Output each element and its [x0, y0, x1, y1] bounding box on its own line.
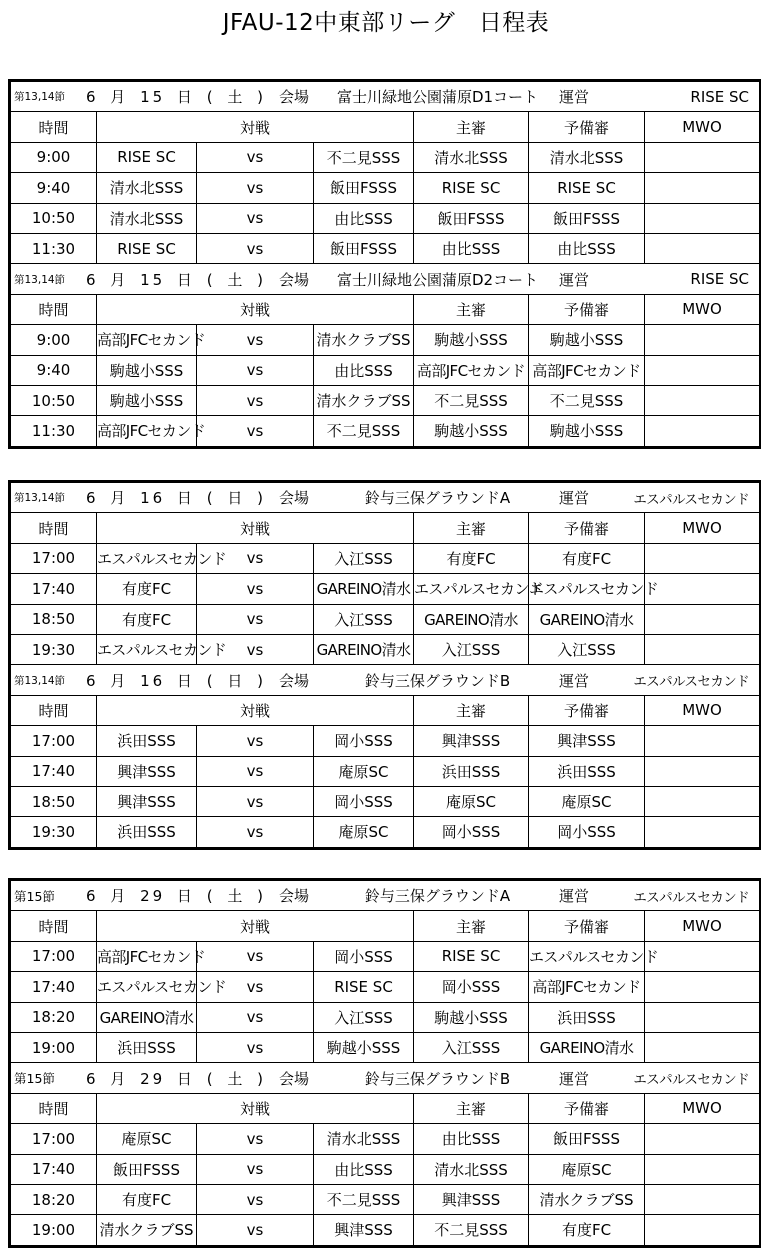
venue-name: 富士川緑地公園蒲原D1コート [336, 88, 539, 107]
mwo-cell [645, 325, 760, 355]
table-row [11, 1154, 760, 1184]
column-header-row [11, 513, 760, 543]
header-reserve: 予備審 [529, 695, 645, 725]
referee-team: 由比SSS [414, 1124, 529, 1154]
header-mwo: MWO [645, 1093, 760, 1123]
block-header-cell [11, 665, 760, 695]
reserve-referee-team: 岡小SSS [529, 817, 645, 847]
table-row [11, 385, 760, 415]
home-team: 有度FC [97, 604, 197, 634]
match-time: 9:00 [11, 142, 97, 172]
home-team: 清水北SSS [97, 173, 197, 203]
header-mwo: MWO [645, 294, 760, 324]
home-team: 浜田SSS [97, 1032, 197, 1062]
operator-name: RISE SC [690, 270, 749, 289]
header-mwo: MWO [645, 513, 760, 543]
mwo-cell [645, 233, 760, 263]
vs-label: vs [197, 1002, 314, 1032]
reserve-referee-team: エスパルスセカンド [529, 941, 645, 971]
venue-label: 会場 [278, 270, 309, 289]
reserve-referee-team: GAREINO清水 [529, 1032, 645, 1062]
venue-name: 鈴与三保グラウンドB [364, 671, 511, 690]
operator-name: エスパルスセカンド [633, 674, 750, 691]
header-mwo: MWO [645, 911, 760, 941]
home-team: 高部JFCセカンド [97, 325, 197, 355]
home-team: 興津SSS [97, 756, 197, 786]
referee-team: 入江SSS [414, 1032, 529, 1062]
block-header [11, 483, 759, 512]
header-mwo: MWO [645, 112, 760, 142]
reserve-referee-team: 浜田SSS [529, 756, 645, 786]
table-row [11, 1032, 760, 1062]
venue-label: 会場 [278, 1069, 309, 1088]
referee-team: 入江SSS [414, 634, 529, 664]
operator-label: 運営 [559, 88, 590, 107]
home-team: 興津SSS [97, 786, 197, 816]
header-reserve: 予備審 [529, 112, 645, 142]
match-time: 17:40 [11, 756, 97, 786]
reserve-referee-team: 由比SSS [529, 233, 645, 263]
referee-team: 不二見SSS [414, 1215, 529, 1245]
block-header-row [11, 82, 760, 112]
referee-team: 高部JFCセカンド [414, 355, 529, 385]
away-team: 清水クラブSS [314, 385, 414, 415]
table-row [11, 574, 760, 604]
operator-name: エスパルスセカンド [633, 889, 750, 906]
away-team: 駒越小SSS [314, 1032, 414, 1062]
match-time: 10:50 [11, 385, 97, 415]
header-reserve: 予備審 [529, 513, 645, 543]
mwo-cell [645, 142, 760, 172]
mwo-cell [645, 726, 760, 756]
referee-team: 清水北SSS [414, 142, 529, 172]
mwo-cell [645, 941, 760, 971]
table-row [11, 1215, 760, 1245]
schedule-block [11, 483, 760, 665]
reserve-referee-team: 不二見SSS [529, 385, 645, 415]
column-header-row [11, 911, 760, 941]
venue-name: 鈴与三保グラウンドA [364, 887, 511, 906]
vs-label: vs [197, 203, 314, 233]
mwo-cell [645, 574, 760, 604]
reserve-referee-team: RISE SC [529, 173, 645, 203]
match-time: 18:20 [11, 1002, 97, 1032]
header-match: 対戦 [97, 513, 414, 543]
header-referee: 主審 [414, 112, 529, 142]
away-team: 由比SSS [314, 1154, 414, 1184]
table-row [11, 1124, 760, 1154]
table-row [11, 786, 760, 816]
away-team: 入江SSS [314, 604, 414, 634]
column-header-row [11, 1093, 760, 1123]
vs-label: vs [197, 634, 314, 664]
match-time: 17:00 [11, 941, 97, 971]
vs-label: vs [197, 233, 314, 263]
referee-team: 駒越小SSS [414, 416, 529, 446]
home-team: 清水北SSS [97, 203, 197, 233]
match-time: 11:30 [11, 416, 97, 446]
vs-label: vs [197, 817, 314, 847]
home-team: 清水クラブSS [97, 1215, 197, 1245]
header-match: 対戦 [97, 695, 414, 725]
reserve-referee-team: 駒越小SSS [529, 325, 645, 355]
vs-label: vs [197, 941, 314, 971]
header-time: 時間 [11, 911, 97, 941]
vs-label: vs [197, 1154, 314, 1184]
round-label: 第13,14節 [14, 91, 66, 104]
match-time: 17:00 [11, 1124, 97, 1154]
match-time: 17:00 [11, 543, 97, 573]
operator-label: 運営 [559, 489, 590, 508]
away-team: 入江SSS [314, 543, 414, 573]
mwo-cell [645, 173, 760, 203]
venue-name: 富士川緑地公園蒲原D2コート [336, 270, 539, 289]
vs-label: vs [197, 1124, 314, 1154]
vs-label: vs [197, 604, 314, 634]
header-time: 時間 [11, 695, 97, 725]
vs-label: vs [197, 142, 314, 172]
away-team: 不二見SSS [314, 1184, 414, 1214]
venue-label: 会場 [278, 887, 309, 906]
schedule-table [10, 880, 760, 1246]
table-row [11, 543, 760, 573]
home-team: 高部JFCセカンド [97, 416, 197, 446]
schedule-group-june-29 [8, 878, 761, 1248]
match-time: 18:50 [11, 604, 97, 634]
home-team: 有度FC [97, 1184, 197, 1214]
home-team: RISE SC [97, 142, 197, 172]
table-row [11, 173, 760, 203]
header-match: 対戦 [97, 1093, 414, 1123]
vs-label: vs [197, 543, 314, 573]
referee-team: 飯田FSSS [414, 203, 529, 233]
referee-team: 興津SSS [414, 726, 529, 756]
vs-label: vs [197, 173, 314, 203]
away-team: GAREINO清水 [314, 574, 414, 604]
referee-team: 清水北SSS [414, 1154, 529, 1184]
schedule-block [11, 1063, 760, 1245]
vs-label: vs [197, 726, 314, 756]
match-date: 6 月 15 日 ( 土 ) [86, 270, 266, 289]
reserve-referee-team: 飯田FSSS [529, 1124, 645, 1154]
away-team: 飯田FSSS [314, 173, 414, 203]
match-date: 6 月 15 日 ( 土 ) [86, 88, 266, 107]
reserve-referee-team: エスパルスセカンド [529, 574, 645, 604]
schedule-group-june-16 [8, 480, 761, 850]
reserve-referee-team: 興津SSS [529, 726, 645, 756]
home-team: 庵原SC [97, 1124, 197, 1154]
vs-label: vs [197, 1184, 314, 1214]
column-header-row [11, 112, 760, 142]
away-team: 入江SSS [314, 1002, 414, 1032]
schedule-group-june-15 [8, 79, 761, 449]
block-header-cell [11, 483, 760, 513]
header-referee: 主審 [414, 911, 529, 941]
referee-team: 駒越小SSS [414, 325, 529, 355]
away-team: RISE SC [314, 972, 414, 1002]
referee-team: エスパルスセカンド [414, 574, 529, 604]
mwo-cell [645, 786, 760, 816]
mwo-cell [645, 385, 760, 415]
away-team: 岡小SSS [314, 726, 414, 756]
referee-team: 興津SSS [414, 1184, 529, 1214]
header-time: 時間 [11, 513, 97, 543]
table-row [11, 142, 760, 172]
home-team: RISE SC [97, 233, 197, 263]
referee-team: RISE SC [414, 173, 529, 203]
mwo-cell [645, 1032, 760, 1062]
mwo-cell [645, 1215, 760, 1245]
mwo-cell [645, 416, 760, 446]
vs-label: vs [197, 756, 314, 786]
away-team: 由比SSS [314, 355, 414, 385]
header-time: 時間 [11, 112, 97, 142]
block-header-row [11, 665, 760, 695]
reserve-referee-team: 入江SSS [529, 634, 645, 664]
table-row [11, 817, 760, 847]
home-team: エスパルスセカンド [97, 972, 197, 1002]
vs-label: vs [197, 972, 314, 1002]
away-team: 清水北SSS [314, 1124, 414, 1154]
mwo-cell [645, 817, 760, 847]
away-team: 庵原SC [314, 756, 414, 786]
round-label: 第15節 [14, 888, 55, 904]
away-team: 岡小SSS [314, 786, 414, 816]
header-reserve: 予備審 [529, 294, 645, 324]
table-row [11, 1184, 760, 1214]
home-team: 浜田SSS [97, 726, 197, 756]
header-time: 時間 [11, 1093, 97, 1123]
referee-team: 庵原SC [414, 786, 529, 816]
mwo-cell [645, 1002, 760, 1032]
table-row [11, 355, 760, 385]
header-referee: 主審 [414, 1093, 529, 1123]
reserve-referee-team: 浜田SSS [529, 1002, 645, 1032]
reserve-referee-team: 清水クラブSS [529, 1184, 645, 1214]
mwo-cell [645, 1124, 760, 1154]
venue-label: 会場 [278, 489, 309, 508]
vs-label: vs [197, 786, 314, 816]
match-time: 17:00 [11, 726, 97, 756]
table-row [11, 203, 760, 233]
home-team: 浜田SSS [97, 817, 197, 847]
operator-name: エスパルスセカンド [633, 1072, 750, 1089]
mwo-cell [645, 543, 760, 573]
match-time: 19:00 [11, 1032, 97, 1062]
match-date: 6 月 16 日 ( 日 ) [86, 671, 266, 690]
match-time: 17:40 [11, 972, 97, 1002]
round-label: 第13,14節 [14, 674, 66, 687]
mwo-cell [645, 604, 760, 634]
header-referee: 主審 [414, 513, 529, 543]
home-team: エスパルスセカンド [97, 634, 197, 664]
reserve-referee-team: 清水北SSS [529, 142, 645, 172]
column-header-row [11, 294, 760, 324]
away-team: 不二見SSS [314, 416, 414, 446]
match-time: 11:30 [11, 233, 97, 263]
table-row [11, 1002, 760, 1032]
block-header [11, 82, 759, 111]
vs-label: vs [197, 385, 314, 415]
table-row [11, 756, 760, 786]
referee-team: 駒越小SSS [414, 1002, 529, 1032]
mwo-cell [645, 355, 760, 385]
operator-name: RISE SC [690, 87, 749, 106]
reserve-referee-team: GAREINO清水 [529, 604, 645, 634]
block-header-row [11, 483, 760, 513]
header-reserve: 予備審 [529, 911, 645, 941]
referee-team: 不二見SSS [414, 385, 529, 415]
mwo-cell [645, 1184, 760, 1214]
reserve-referee-team: 庵原SC [529, 1154, 645, 1184]
home-team: 飯田FSSS [97, 1154, 197, 1184]
match-time: 17:40 [11, 1154, 97, 1184]
home-team: エスパルスセカンド [97, 543, 197, 573]
round-label: 第15節 [14, 1071, 55, 1087]
match-time: 9:40 [11, 173, 97, 203]
match-date: 6 月 29 日 ( 土 ) [86, 1069, 266, 1088]
block-header [11, 264, 759, 293]
match-date: 6 月 29 日 ( 土 ) [86, 887, 266, 906]
table-row [11, 416, 760, 446]
round-label: 第13,14節 [14, 273, 66, 286]
block-header-cell [11, 881, 760, 911]
page-title: JFAU-12中東部リーグ 日程表 [222, 10, 550, 36]
reserve-referee-team: 庵原SC [529, 786, 645, 816]
header-match: 対戦 [97, 911, 414, 941]
match-time: 10:50 [11, 203, 97, 233]
table-row [11, 634, 760, 664]
header-referee: 主審 [414, 695, 529, 725]
schedule-block [11, 665, 760, 847]
referee-team: 岡小SSS [414, 817, 529, 847]
mwo-cell [645, 756, 760, 786]
block-header-row [11, 881, 760, 911]
block-header-row [11, 264, 760, 294]
table-row [11, 233, 760, 263]
referee-team: 浜田SSS [414, 756, 529, 786]
vs-label: vs [197, 325, 314, 355]
match-time: 17:40 [11, 574, 97, 604]
operator-label: 運営 [559, 671, 590, 690]
round-label: 第13,14節 [14, 492, 66, 505]
home-team: 高部JFCセカンド [97, 941, 197, 971]
match-time: 18:20 [11, 1184, 97, 1214]
away-team: 不二見SSS [314, 142, 414, 172]
reserve-referee-team: 飯田FSSS [529, 203, 645, 233]
referee-team: GAREINO清水 [414, 604, 529, 634]
away-team: 由比SSS [314, 203, 414, 233]
venue-label: 会場 [278, 88, 309, 107]
header-time: 時間 [11, 294, 97, 324]
reserve-referee-team: 有度FC [529, 1215, 645, 1245]
home-team: 駒越小SSS [97, 385, 197, 415]
header-reserve: 予備審 [529, 1093, 645, 1123]
column-header-row [11, 695, 760, 725]
block-header [11, 665, 759, 694]
match-time: 19:00 [11, 1215, 97, 1245]
vs-label: vs [197, 1032, 314, 1062]
venue-name: 鈴与三保グラウンドB [364, 1069, 511, 1088]
table-row [11, 972, 760, 1002]
match-time: 18:50 [11, 786, 97, 816]
match-time: 19:30 [11, 817, 97, 847]
operator-label: 運営 [559, 1069, 590, 1088]
mwo-cell [645, 634, 760, 664]
block-header-cell [11, 264, 760, 294]
table-row [11, 325, 760, 355]
block-header [11, 1063, 759, 1092]
table-row [11, 941, 760, 971]
reserve-referee-team: 高部JFCセカンド [529, 355, 645, 385]
match-time: 9:40 [11, 355, 97, 385]
referee-team: 岡小SSS [414, 972, 529, 1002]
mwo-cell [645, 972, 760, 1002]
reserve-referee-team: 駒越小SSS [529, 416, 645, 446]
operator-label: 運営 [559, 270, 590, 289]
vs-label: vs [197, 574, 314, 604]
block-header-row [11, 1063, 760, 1093]
mwo-cell [645, 1154, 760, 1184]
away-team: 興津SSS [314, 1215, 414, 1245]
schedule-block [11, 881, 760, 1063]
schedule-block [11, 82, 760, 264]
match-date: 6 月 16 日 ( 日 ) [86, 489, 266, 508]
schedule-table [10, 482, 760, 848]
reserve-referee-team: 有度FC [529, 543, 645, 573]
away-team: 清水クラブSS [314, 325, 414, 355]
table-row [11, 726, 760, 756]
referee-team: 有度FC [414, 543, 529, 573]
away-team: 飯田FSSS [314, 233, 414, 263]
operator-name: エスパルスセカンド [633, 491, 750, 508]
schedule-table [10, 81, 760, 447]
header-referee: 主審 [414, 294, 529, 324]
match-time: 9:00 [11, 325, 97, 355]
block-header-cell [11, 1063, 760, 1093]
venue-label: 会場 [278, 671, 309, 690]
operator-label: 運営 [559, 887, 590, 906]
away-team: 岡小SSS [314, 941, 414, 971]
vs-label: vs [197, 1215, 314, 1245]
match-time: 19:30 [11, 634, 97, 664]
venue-name: 鈴与三保グラウンドA [364, 489, 511, 508]
header-match: 対戦 [97, 112, 414, 142]
reserve-referee-team: 高部JFCセカンド [529, 972, 645, 1002]
away-team: 庵原SC [314, 817, 414, 847]
home-team: GAREINO清水 [97, 1002, 197, 1032]
block-header [11, 881, 759, 910]
vs-label: vs [197, 416, 314, 446]
referee-team: RISE SC [414, 941, 529, 971]
home-team: 有度FC [97, 574, 197, 604]
referee-team: 由比SSS [414, 233, 529, 263]
header-match: 対戦 [97, 294, 414, 324]
vs-label: vs [197, 355, 314, 385]
home-team: 駒越小SSS [97, 355, 197, 385]
header-mwo: MWO [645, 695, 760, 725]
away-team: GAREINO清水 [314, 634, 414, 664]
schedule-block [11, 264, 760, 446]
table-row [11, 604, 760, 634]
mwo-cell [645, 203, 760, 233]
block-header-cell [11, 82, 760, 112]
